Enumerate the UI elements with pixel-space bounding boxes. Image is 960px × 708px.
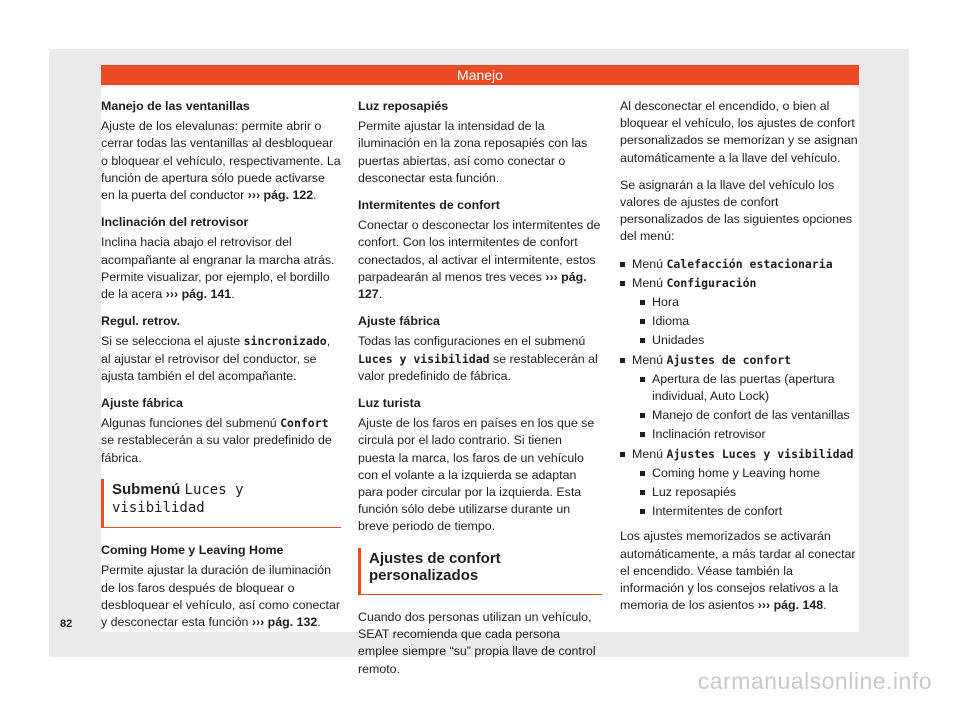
submenu-list (632, 294, 860, 350)
heading-luz-reposapies: Luz reposapiés (358, 99, 449, 113)
heading-intermitentes: Intermitentes de confort (358, 198, 500, 213)
list-item: Luz reposapiés (632, 484, 860, 501)
list-item: Unidades (632, 332, 860, 349)
setting-code: sincronizado (243, 334, 327, 349)
para-memorizados: Los ajustes memorizados se activarán automáticamente, a más tardar al conectar el encendido. Véase también la información y los consejos relativos a la memoria de los asientos ››› pág. 148. (620, 529, 856, 613)
column-left (101, 98, 341, 641)
list-item: Menú Configuración Hora Idioma Unidades (620, 275, 860, 350)
submenu-list (632, 371, 860, 444)
list-item: Menú Calefacción estacionaria (620, 256, 860, 273)
page-ref-link[interactable]: ››› pág. 132 (251, 615, 318, 630)
menu-list (620, 256, 860, 521)
page-ref-link[interactable]: ››› pág. 148 (757, 598, 824, 613)
para-ajuste-fabrica-2: Todas las configuraciones en el submenú Luces y visibilidad se restablecerán al valor predefinido de fábrica. (358, 334, 598, 383)
watermark: carmanualsonline.info (697, 668, 932, 694)
heading-ajuste-fabrica: Ajuste fábrica (101, 396, 183, 411)
list-item: Intermitentes de confort (632, 503, 860, 520)
para-luz-turista: Ajuste de los faros en países en los que se circula por el lado contrario. Si tienen puesta la marca, los faros de un vehículo con el volante a la izquierda se adaptan para poder circular por la izquierda. Esta función sólo debe utilizarse durante un breve periodo de tiempo. (358, 416, 595, 534)
heading-inclinacion: Inclinación del retrovisor (101, 215, 249, 230)
heading-regul-retrov: Regul. retrov. (101, 314, 180, 329)
submenu-list (632, 465, 860, 521)
para-regul-retrov: Si se selecciona el ajuste sincronizado, al ajustar el retrovisor del conductor, se ajusta también el del acompañante. (101, 334, 331, 383)
para-asignaran: Se asignarán a la llave del vehículo los valores de ajustes de confort personalizados de las siguientes opciones del menú: (620, 177, 853, 244)
column-middle (358, 98, 602, 688)
para-desconectar: Al desconectar el encendido, o bien al bloquear el vehículo, los ajustes de confort personalizados se memorizan y se asignan automáticamente a la llave del vehículo. (620, 99, 858, 165)
section-title-luces: Submenú Luces y visibilidad (101, 479, 341, 528)
para-intermitentes: Conectar o desconectar los intermitentes de confort. Con los intermitentes de confort conectados, al activar el intermitente, estos parpadearán al menos tres veces ››› pág. 127. (358, 218, 601, 302)
list-item: Inclinación retrovisor (632, 426, 860, 443)
list-item: Idioma (632, 313, 860, 330)
para-inclinacion: Inclina hacia abajo el retrovisor del acompañante al engranar la marcha atrás. Permite visualizar, por ejemplo, el bordillo de la acera ››› pág. 141. (101, 235, 335, 302)
submenu-code: Confort (280, 416, 329, 431)
para-ventanillas: Ajuste de los elevalunas: permite abrir o cerrar todas las ventanillas al desbloquear o bloquear el vehículo, respectivamente. La función de apertura sólo puede activarse en la puerta del conductor ››› pág. 122. (101, 119, 341, 203)
list-item: Apertura de las puertas (apertura individual, Auto Lock) (632, 371, 860, 405)
para-dos-personas: Cuando dos personas utilizan un vehículo, SEAT recomienda que cada persona emplee siempre “su” propia llave de control remoto. (358, 610, 596, 676)
chapter-header: Manejo (101, 65, 859, 85)
page-ref-link[interactable]: ››› pág. 127 (358, 269, 587, 302)
para-luz-reposapies: Permite ajustar la intensidad de la iluminación en la zona reposapiés con las puertas abiertas, así como conectar o desconectar esta función. (358, 119, 588, 185)
column-right (620, 98, 860, 624)
submenu-code: Luces y visibilidad (358, 351, 490, 366)
para-coming-home: Permite ajustar la duración de iluminación de los faros después de bloquear o desbloquear el vehículo, así como conectar y desconectar esta función ››› pág. 132. (101, 563, 341, 630)
heading-ajuste-fabrica-2: Ajuste fábrica (358, 314, 440, 329)
page-ref-link[interactable]: ››› pág. 122 (247, 188, 314, 203)
heading-ventanillas: Manejo de las ventanillas (101, 99, 250, 113)
list-item: Menú Ajustes de confort Apertura de las puertas (apertura individual, Auto Lock) Manejo de confort de las ventanillas Inclinación retrovisor (620, 352, 860, 444)
list-item: Manejo de confort de las ventanillas (632, 407, 860, 424)
list-item: Hora (632, 294, 860, 311)
heading-coming-home: Coming Home y Leaving Home (101, 543, 284, 558)
section-title-confort: Ajustes de confort personalizados (358, 548, 602, 595)
list-item: Coming home y Leaving home (632, 465, 860, 482)
page-number: 82 (60, 618, 73, 630)
list-item: Menú Ajustes Luces y visibilidad Coming home y Leaving home Luz reposapiés Intermitentes de confort (620, 446, 860, 521)
heading-luz-turista: Luz turista (358, 396, 421, 411)
page-ref-link[interactable]: ››› pág. 141 (165, 287, 232, 302)
para-ajuste-fabrica: Algunas funciones del submenú Confort se restablecerán a su valor predefinido de fábrica. (101, 416, 332, 465)
